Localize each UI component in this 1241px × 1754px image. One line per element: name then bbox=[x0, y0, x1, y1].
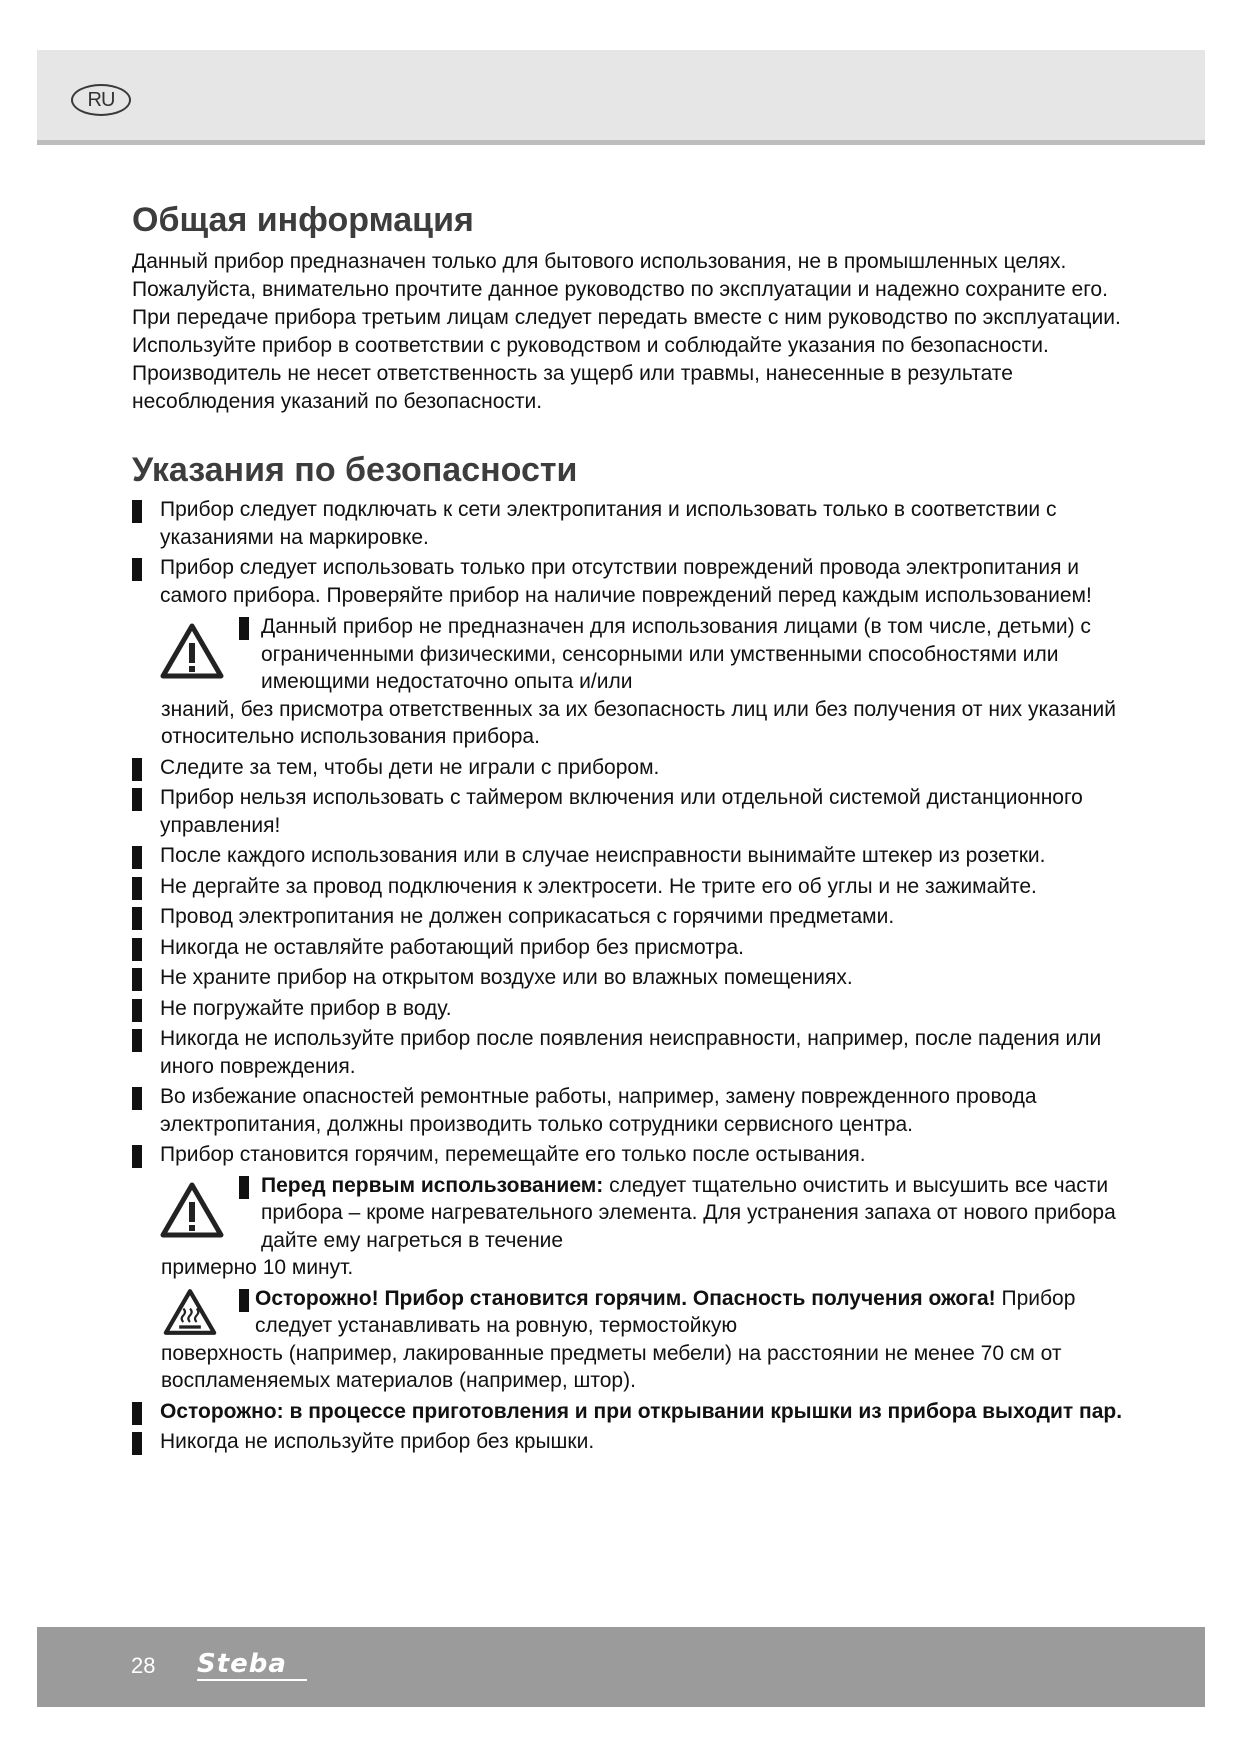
steba-logo: Steba bbox=[197, 1645, 317, 1685]
warning-block-children bbox=[132, 613, 1132, 751]
warning-text: Данный прибор не предназначен для использования лицами (в том числе, детьми) с ограниченными физическими, сенсорными или умственными способностями или имеющими недостаточно опыта и/или bbox=[261, 615, 1091, 693]
safety-item: Никогда не используйте прибор без крышки. bbox=[132, 1428, 1132, 1456]
safety-item: Не погружайте прибор в воду. bbox=[132, 995, 1132, 1023]
general-info-paragraph: Данный прибор предназначен только для бытового использования, не в промышленных целях. Пожалуйста, внимательно прочтите данное руководство по эксплуатации и надежно сохраните его. При передаче прибора третьим лицам следует передать вместе с ним руководство по эксплуатации. Используйте прибор в соответствии с руководством и соблюдайте указания по безопасности. Производитель не несет ответственность за ущерб или травмы, нанесенные в результате несоблюдения указаний по безопасности. bbox=[132, 250, 1121, 413]
warning-text-continued: примерно 10 минут. bbox=[161, 1256, 354, 1279]
safety-item: Следите за тем, чтобы дети не играли с прибором. bbox=[132, 754, 1132, 782]
safety-title: Указания по безопасности bbox=[132, 451, 578, 489]
safety-item: Прибор следует использовать только при отсутствии повреждений провода электропитания и самого прибора. Проверяйте прибор на наличие повреждений перед каждым использованием! bbox=[132, 554, 1132, 609]
safety-item: Прибор становится горячим, перемещайте его только после остывания. bbox=[132, 1141, 1132, 1169]
safety-item: Не дергайте за провод подключения к электросети. Не трите его об углы и не зажимайте. bbox=[132, 873, 1132, 901]
warning-block-hot-surface bbox=[132, 1285, 1132, 1395]
general-info-title: Общая информация bbox=[132, 201, 474, 239]
warning-text: Перед первым использованием: следует тщательно очистить и высушить все части прибора – кроме нагревательного элемента. Для устранения запаха от нового прибора дайте ему нагреться в течение bbox=[261, 1173, 1116, 1252]
safety-item: Никогда не оставляйте работающий прибор без присмотра. bbox=[132, 934, 1132, 962]
warning-text-continued: поверхность (например, лакированные предметы мебели) на расстоянии не менее 70 см от воспламеняемых материалов (например, штор). bbox=[161, 1341, 1062, 1392]
safety-item: Прибор следует подключать к сети электропитания и использовать только в соответствии с указаниями на маркировке. bbox=[132, 496, 1132, 551]
page-content bbox=[132, 200, 1132, 1459]
language-badge: RU bbox=[71, 84, 131, 116]
safety-item: После каждого использования или в случае неисправности вынимайте штекер из розетки. bbox=[132, 842, 1132, 870]
safety-item: Не храните прибор на открытом воздухе или во влажных помещениях. bbox=[132, 964, 1132, 992]
page-number: 28 bbox=[131, 1653, 156, 1678]
safety-item: Провод электропитания не должен соприкасаться с горячими предметами. bbox=[132, 903, 1132, 931]
warning-text-continued: знаний, без присмотра ответственных за их безопасность лиц или без получения от них указаний относительно использования прибора. bbox=[161, 697, 1116, 748]
safety-item: Во избежание опасностей ремонтные работы, например, замену поврежденного провода электропитания, должны производить только сотрудники сервисного центра. bbox=[132, 1083, 1132, 1138]
page-footer bbox=[37, 1627, 1205, 1707]
steam-warning: Осторожно: в процессе приготовления и при открывании крышки из прибора выходит пар. bbox=[132, 1398, 1132, 1426]
warning-block-first-use bbox=[132, 1172, 1132, 1282]
warning-text: Осторожно! Прибор становится горячим. Опасность получения ожога! Прибор следует устанавливать на ровную, термостойкую bbox=[255, 1286, 1076, 1337]
page-header bbox=[37, 50, 1205, 145]
safety-item: Никогда не используйте прибор после появления неисправности, например, после падения или иного повреждения. bbox=[132, 1025, 1132, 1080]
safety-item: Прибор нельзя использовать с таймером включения или отдельной системой дистанционного управления! bbox=[132, 784, 1132, 839]
